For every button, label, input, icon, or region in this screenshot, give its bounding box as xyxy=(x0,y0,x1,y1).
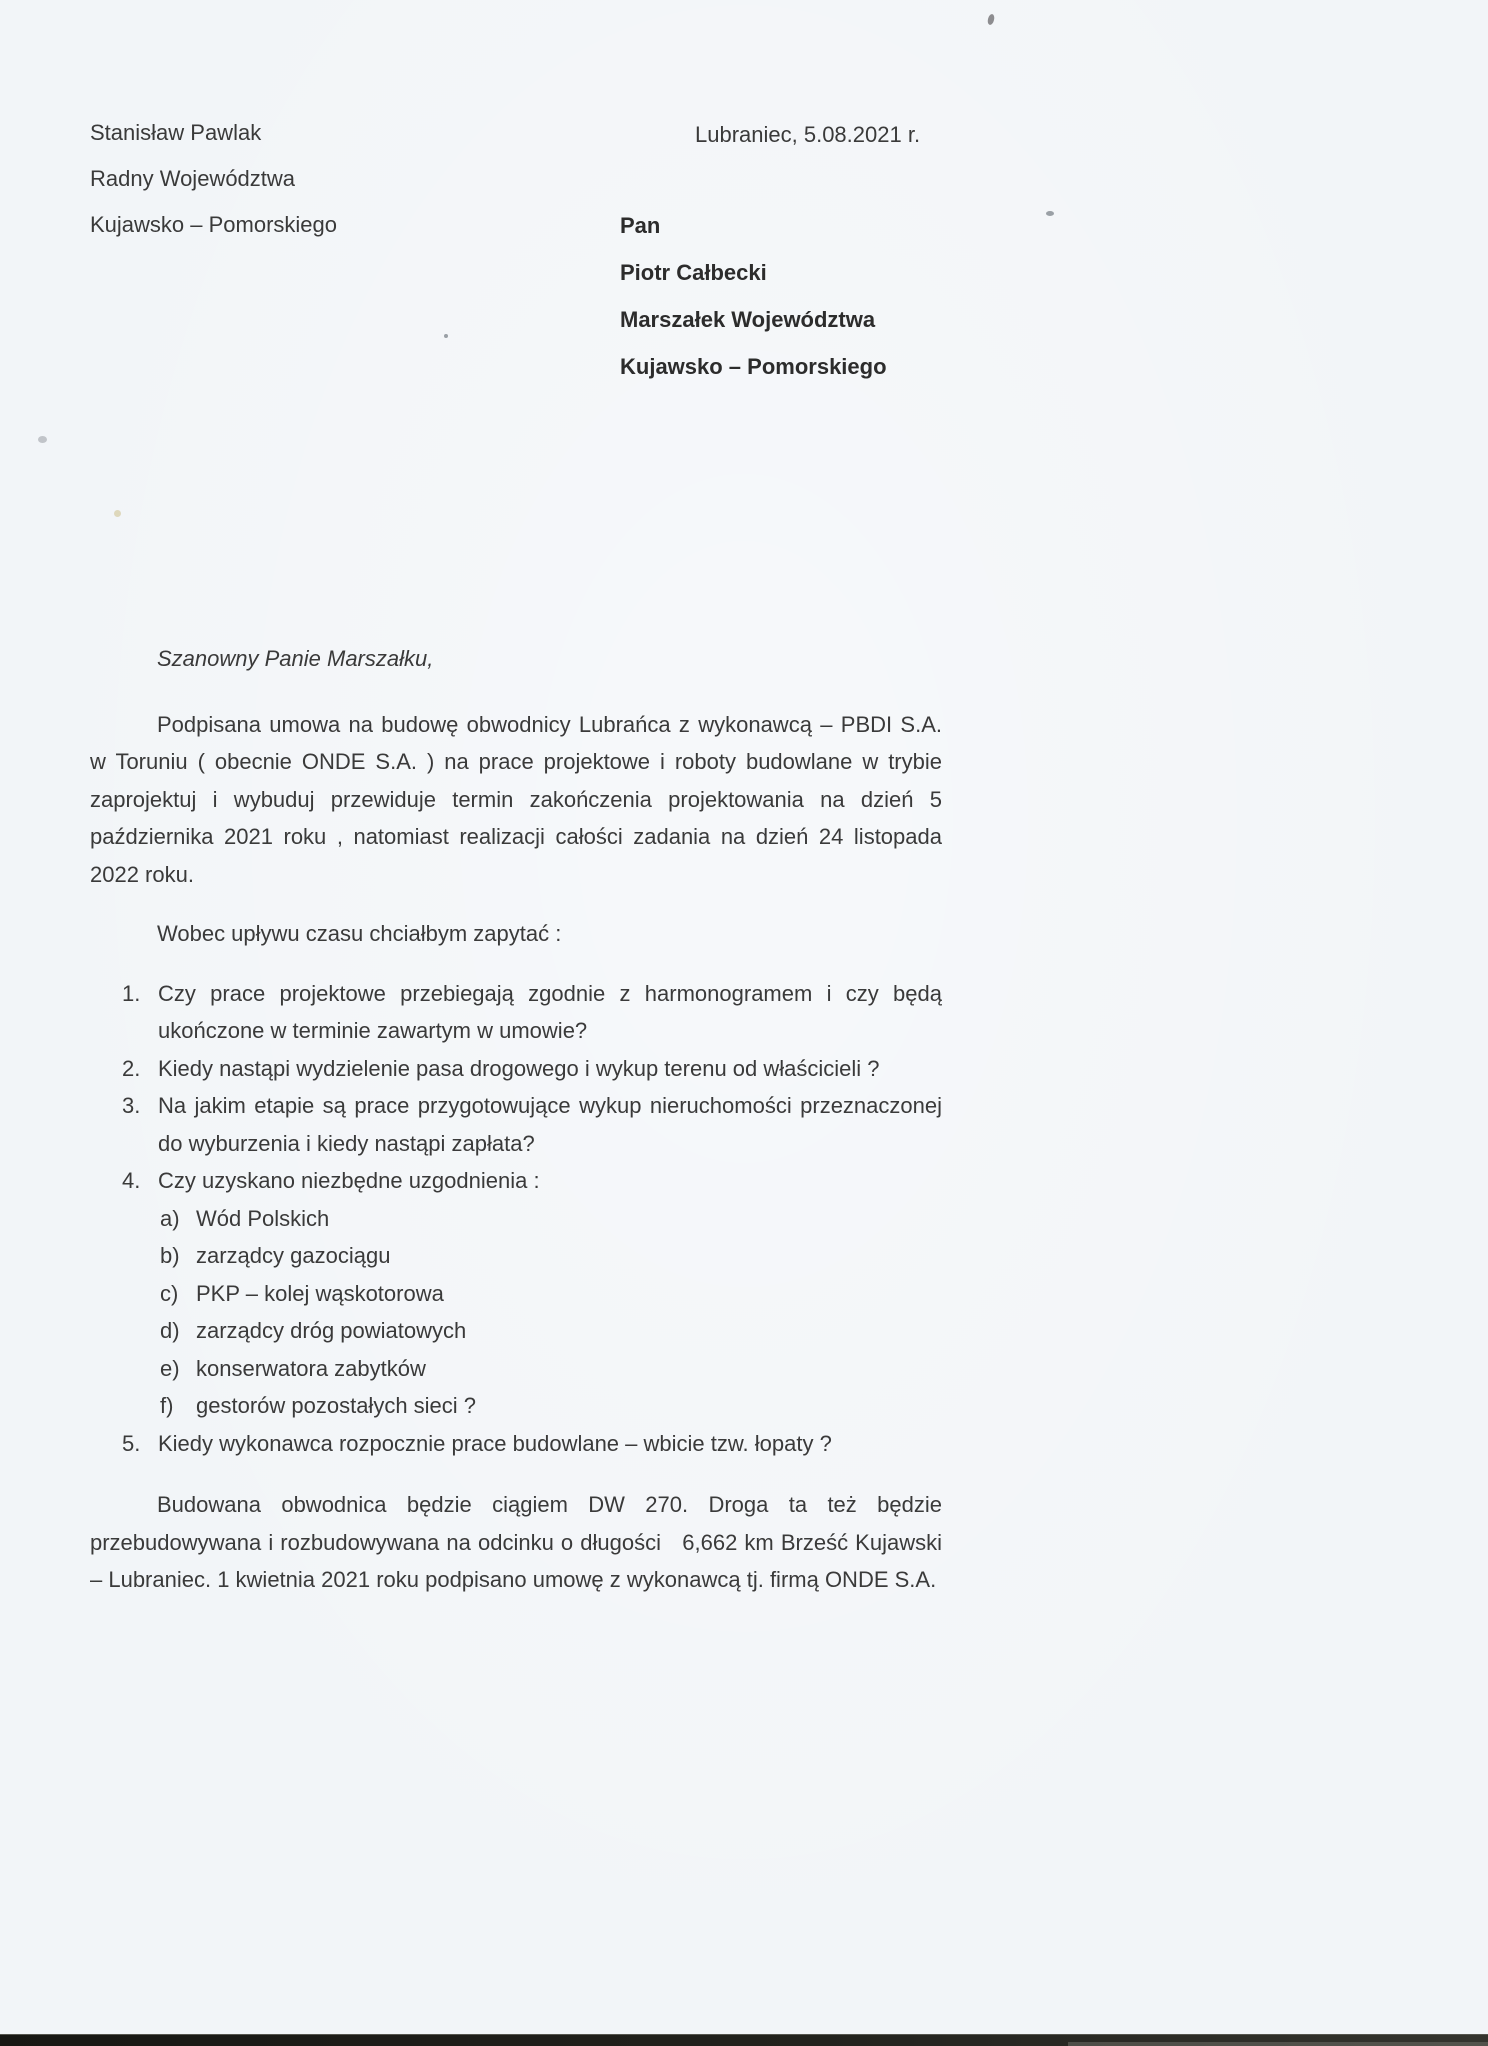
scan-artifact xyxy=(114,510,121,517)
question-list xyxy=(90,975,942,1463)
recipient-block xyxy=(620,202,887,390)
question-text: Czy uzyskano niezbędne uzgodnienia : xyxy=(158,1168,540,1193)
sender-block xyxy=(90,110,337,248)
question-item-3 xyxy=(90,1087,942,1162)
question-marker: 3. xyxy=(122,1093,141,1118)
sub-question-list xyxy=(90,1200,942,1425)
question-text: Kiedy nastąpi wydzielenie pasa drogowego i wykup terenu od właścicieli ? xyxy=(158,1055,880,1081)
sender-title-line2: Kujawsko – Pomorskiego xyxy=(90,212,338,237)
sub-question-marker: b) xyxy=(160,1243,180,1268)
scanner-edge-strip xyxy=(0,2034,1488,2046)
sub-question-text: PKP – kolej wąskotorowa xyxy=(196,1280,444,1306)
sender-title-line1: Radny Województwa xyxy=(90,166,296,191)
question-item-4 xyxy=(90,1162,942,1200)
paragraph-question-lead: Wobec upływu czasu chciałbym zapytać : xyxy=(157,921,562,946)
question-text: Kiedy wykonawca rozpocznie prace budowlane – wbicie tzw. łopaty ? xyxy=(158,1430,832,1456)
sender-name: Stanisław Pawlak xyxy=(90,120,262,145)
question-marker: 1. xyxy=(122,980,141,1006)
sub-question-text: gestorów pozostałych sieci ? xyxy=(196,1393,477,1418)
sub-question-text: Wód Polskich xyxy=(196,1205,330,1231)
scan-artifact xyxy=(1046,211,1054,216)
salutation: Szanowny Panie Marszałku, xyxy=(157,646,434,671)
question-marker: 4. xyxy=(122,1168,141,1193)
recipient-title-line2: Kujawsko – Pomorskiego xyxy=(620,354,887,379)
scan-artifact xyxy=(444,334,448,338)
sub-question-text: konserwatora zabytków xyxy=(196,1355,426,1381)
recipient-prefix: Pan xyxy=(620,213,661,238)
sub-question-item-b xyxy=(90,1237,942,1275)
letter-body xyxy=(90,640,942,1599)
question-item-1 xyxy=(90,975,942,1050)
question-text: Na jakim etapie są prace przygotowujące wykup nieruchomości przeznaczonej do wyburzenia i kiedy nastąpi zapłata? xyxy=(158,1093,942,1156)
paragraph-intro: Podpisana umowa na budowę obwodnicy Lubrańca z wykonawcą – PBDI S.A. w Toruniu ( obecnie ONDE S.A. ) na prace projektowe i roboty budowlane w trybie zaprojektuj i wybuduj przewiduje termin zakończenia projektowania na dzień 5 października 2021 roku , natomiast realizacji całości zadania na dzień 24 listopada 2022 roku. xyxy=(90,711,942,887)
sub-question-text: zarządcy gazociągu xyxy=(196,1243,391,1268)
sub-question-item-a xyxy=(90,1200,942,1238)
recipient-title-line1: Marszałek Województwa xyxy=(620,307,876,332)
question-marker: 5. xyxy=(122,1430,141,1456)
dateline: Lubraniec, 5.08.2021 r. xyxy=(695,122,921,147)
sub-question-text: zarządcy dróg powiatowych xyxy=(196,1318,467,1343)
sub-question-marker: c) xyxy=(160,1280,179,1306)
paragraph-closing: Budowana obwodnica będzie ciągiem DW 270. Droga ta też będzie przebudowywana i rozbudowywana na odcinku o długości 6,662 km Brześć Kujawski – Lubraniec. 1 kwietnia 2021 roku podpisano umowę z wykonawcą tj. firmą ONDE S.A. xyxy=(90,1492,942,1592)
scan-artifact xyxy=(987,13,995,25)
question-item-5 xyxy=(90,1425,942,1463)
question-item-2 xyxy=(90,1050,942,1088)
sub-question-item-f xyxy=(90,1387,942,1425)
recipient-name: Piotr Całbecki xyxy=(620,260,767,285)
sub-question-marker: e) xyxy=(160,1355,180,1381)
sub-question-item-c xyxy=(90,1275,942,1313)
sub-question-marker: d) xyxy=(160,1318,180,1343)
question-text: Czy prace projektowe przebiegają zgodnie z harmonogramem i czy będą ukończone w terminie zawartym w umowie? xyxy=(158,980,942,1043)
sub-question-item-d xyxy=(90,1312,942,1350)
scan-artifact xyxy=(38,436,47,443)
sub-question-marker: a) xyxy=(160,1205,180,1231)
question-marker: 2. xyxy=(122,1055,141,1081)
sub-question-item-e xyxy=(90,1350,942,1388)
sub-question-marker: f) xyxy=(160,1393,174,1418)
